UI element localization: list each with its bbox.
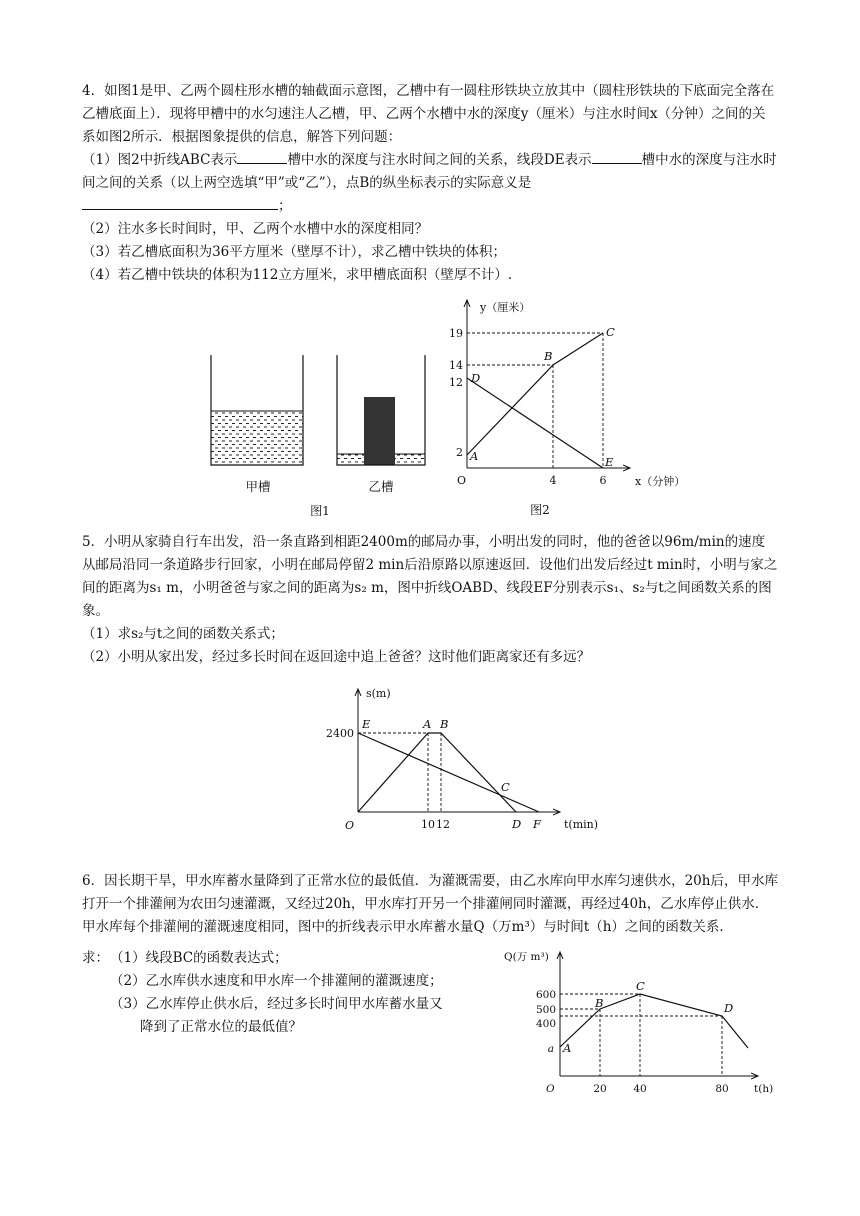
q4-stem: 4．如图1是甲、乙两个圆柱形水槽的轴截面示意图，乙槽中有一圆柱形铁块立放其中（圆柱形铁块的下底面完全落在乙槽底面上）．现将甲槽中的水匀速注人乙槽，甲、乙两个水槽中水的深度y（厘米）与注水时间x（分钟）之间的关系如图2所示．根据图象提供的信息，解答下列问题： bbox=[82, 83, 775, 145]
segment-DE bbox=[467, 378, 603, 468]
q4-sub1-end: ； bbox=[278, 198, 292, 214]
figure-4-graph bbox=[500, 948, 790, 1098]
origin-label: O bbox=[546, 1083, 555, 1095]
q-tick-400: 400 bbox=[535, 1018, 556, 1030]
q5-sub1: （1）求s₂与t之间的函数关系式； bbox=[82, 626, 284, 642]
q4-sub3: （3）若乙槽底面积为36平方厘米（壁厚不计），求乙槽中铁块的体积； bbox=[82, 244, 507, 260]
polyline-ABC bbox=[467, 333, 603, 455]
q6-sub1: （1）线段BC的函数表达式； bbox=[110, 950, 288, 966]
t-tick-12: 12 bbox=[436, 818, 450, 831]
t-tick-40: 40 bbox=[633, 1083, 647, 1095]
figure-3-graph bbox=[320, 685, 600, 835]
t-tick-10: 10 bbox=[421, 818, 435, 831]
figure-2-caption: 图2 bbox=[530, 503, 550, 517]
guide-lines bbox=[358, 733, 441, 812]
origin-label: O bbox=[345, 819, 355, 832]
point-B: B bbox=[544, 349, 553, 363]
point-B: B bbox=[440, 717, 449, 731]
q6-stem: 6．因长期干旱，甲水库蓄水量降到了正常水位的最低值．为灌溉需要，由乙水库向甲水库匀速供水，20h后，甲水库打开一个排灌闸为农田匀速灌溉，又经过20h，甲水库打开另一个排灌闸同时灌溉，再经过40h，乙水库停止供水．甲水库每个排灌闸的灌溉速度相同，图中的折线表示甲水库蓄水量Q（万m³）与时间t（h）之间的函数关系． bbox=[82, 873, 778, 935]
figure-1-caption: 图1 bbox=[310, 504, 330, 518]
point-D: D bbox=[512, 817, 522, 831]
tank-jia bbox=[211, 355, 303, 465]
q-tick-a: a bbox=[547, 1043, 554, 1055]
point-C: C bbox=[636, 979, 645, 993]
q6-ask: 求： bbox=[82, 950, 109, 966]
answer-blank-3[interactable] bbox=[82, 195, 278, 210]
iron-block bbox=[364, 397, 395, 465]
t-axis-label: t(h) bbox=[754, 1083, 774, 1095]
point-C: C bbox=[606, 325, 615, 339]
point-E: E bbox=[605, 455, 614, 469]
point-A: A bbox=[423, 717, 432, 731]
point-B: B bbox=[595, 996, 604, 1010]
q5-sub2: （2）小明从家出发，经过多长时间在返回途中追上爸爸？这时他们距离家还有多远？ bbox=[82, 649, 591, 665]
point-E: E bbox=[362, 717, 371, 731]
answer-blank-1[interactable] bbox=[237, 149, 287, 164]
y-tick-14: 14 bbox=[449, 359, 463, 372]
point-A: A bbox=[563, 1041, 572, 1055]
t-axis-label: t(min) bbox=[564, 818, 599, 831]
answer-blank-2[interactable] bbox=[592, 149, 642, 164]
tank-jia-label: 甲槽 bbox=[245, 479, 271, 494]
t-tick-20: 20 bbox=[593, 1083, 607, 1095]
q4-sub1-part-c: 槽中水的深度与注水时间之间的关系（以上两空选填“甲”或“乙”），点B的纵坐标表示的实际意义是 bbox=[82, 152, 777, 191]
point-A: A bbox=[470, 449, 479, 463]
tank-jia-water bbox=[211, 411, 303, 465]
polyline-ABCD bbox=[560, 994, 748, 1048]
tank-yi-label: 乙槽 bbox=[368, 479, 394, 494]
guide-lines bbox=[467, 333, 603, 468]
s-tick-2400: 2400 bbox=[326, 727, 354, 740]
q5-stem: 5．小明从家骑自行车出发，沿一条直路到相距2400m的邮局办事，小明出发的同时，他的爸爸以96m/min的速度从邮局沿同一条道路步行回家，小明在邮局停留2 min后沿原路以原速返回．设他们出发后经过t min时，小明与家之间的距离为s₁ m，小明爸爸与家之间的距离为s₂ m，图中折线OABD、线段EF分别表示s₁、s₂与t之间函数关系的图象。 bbox=[82, 534, 778, 619]
guide-lines bbox=[560, 994, 722, 1076]
q6-sub2: （2）乙水库供水速度和甲水库一个排灌闸的灌溉速度； bbox=[110, 973, 443, 989]
x-tick-4: 4 bbox=[549, 474, 557, 487]
point-F: F bbox=[533, 817, 541, 831]
t-tick-80: 80 bbox=[715, 1083, 729, 1095]
origin-label: O bbox=[457, 474, 467, 487]
q-tick-600: 600 bbox=[535, 989, 556, 1001]
q-axis-label: Q(万 m³) bbox=[504, 951, 549, 963]
y-tick-12: 12 bbox=[449, 376, 463, 389]
y-tick-19: 19 bbox=[449, 327, 463, 340]
point-C: C bbox=[501, 780, 510, 794]
q4-sub1-part-a: （1）图2中折线ABC表示 bbox=[82, 152, 238, 168]
point-D: D bbox=[724, 1001, 734, 1015]
q4-sub2: （2）注水多长时间时，甲、乙两个水槽中水的深度相同？ bbox=[82, 221, 429, 237]
q4-sub1-part-b: 槽中水的深度与注水时间之间的关系，线段DE表示 bbox=[287, 152, 592, 168]
figure-1-tanks bbox=[200, 355, 440, 525]
point-D: D bbox=[471, 371, 481, 385]
q6-sub3a: （3）乙水库停止供水后，经过多长时间甲水库蓄水量又 bbox=[110, 996, 443, 1012]
x-axis-label: x（分钟） bbox=[635, 475, 686, 488]
q6-sub3b: 降到了正常水位的最低值？ bbox=[140, 1019, 302, 1035]
y-tick-2: 2 bbox=[456, 446, 463, 459]
s-axis-label: s(m) bbox=[366, 687, 391, 700]
y-axis-label: y（厘米） bbox=[480, 301, 531, 314]
q4-sub1 bbox=[82, 149, 778, 218]
x-tick-6: 6 bbox=[599, 474, 607, 487]
polyline-OABD bbox=[358, 733, 516, 812]
tank-yi bbox=[337, 355, 425, 465]
segment-EF bbox=[358, 733, 539, 812]
q4-sub4: （4）若乙槽中铁块的体积为112立方厘米，求甲槽底面积（壁厚不计）. bbox=[82, 267, 513, 283]
figure-2-graph bbox=[445, 298, 705, 523]
q-tick-500: 500 bbox=[535, 1004, 556, 1016]
